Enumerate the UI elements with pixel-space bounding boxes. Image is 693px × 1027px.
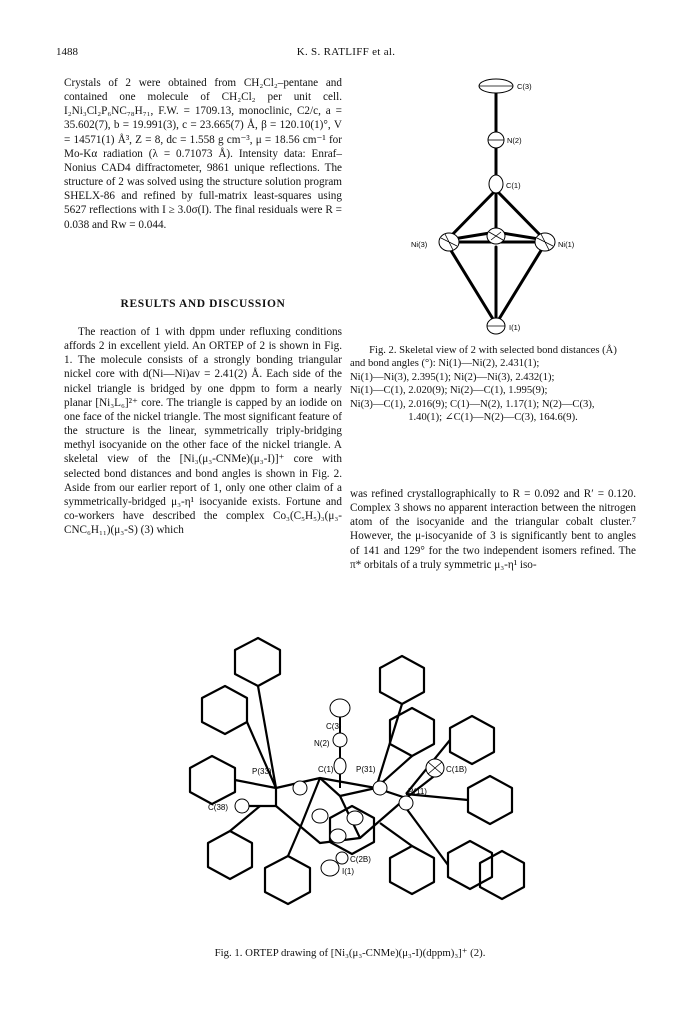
caption-line: 1.40(1); ∠C(1)—N(2)—C(3), 164.6(9).	[408, 412, 578, 424]
atom-p33	[293, 781, 307, 795]
atom-p31	[373, 781, 387, 795]
atom-i1	[321, 860, 339, 876]
atom-ni	[312, 809, 328, 823]
label-c1: C(1)	[318, 765, 334, 774]
figure-2-caption	[350, 344, 636, 424]
figure-1-drawing	[180, 628, 530, 934]
phenyl-ring	[390, 708, 434, 756]
figure-2-drawing	[405, 72, 605, 338]
label-c2b: C(2B)	[350, 855, 371, 864]
label-i1: I(1)	[342, 867, 354, 876]
label-c3: C(3)	[517, 82, 532, 91]
caption-line: Ni(3)—C(1), 2.016(9); C(1)—N(2), 1.17(1); N(2)—C(3),	[350, 398, 595, 410]
discussion-paragraph-left	[64, 325, 342, 537]
bond-ni1-i1	[496, 244, 545, 324]
experimental-paragraph	[64, 76, 342, 232]
atom-c1	[334, 758, 346, 774]
label-p11: P(11)	[408, 787, 427, 796]
phenyl-ring	[265, 856, 310, 904]
atom-c1	[489, 175, 503, 193]
phenyl-ring	[390, 846, 434, 894]
figure-1-ortep-drawing	[180, 628, 530, 934]
label-p33: P(33)	[252, 767, 272, 776]
experimental-text: Crystals of 2 were obtained from CH₂Cl₂–pentane and contained one molecule of CH₂Cl₂ per unit cell. I₂Ni₃Cl₂P₆NC₇₈H₇₁, F.W. = 1709.13, monoclinic, C2/c, a = 35.602(7), b = 19.991(3), c = 23.665(7) Å, β = 120.10(1)°, V = 14571(1) Å³, Z = 8, dc = 1.558 g cm⁻³, μ = 18.56 cm⁻¹ for Mo-Kα radiation (λ = 0.71073 Å). Intensity data: Enraf–Nonius CAD4 diffractometer, 9861 unique reflections. The structure of 2 was solved using the structure solution program SHELX-86 and refined by full-matrix least-squares using 5627 reflections with I ≥ 3.0σ(I). The final residuals were R = 0.038 and Rw = 0.044.	[64, 77, 342, 231]
atom-c2b	[336, 852, 348, 864]
phenyl-ring	[235, 638, 280, 686]
phenyl-ring	[208, 831, 252, 879]
discussion-text-right: was refined crystallographically to R = 0.092 and R′ = 0.120. Complex 3 shows no apparent interaction between the nitrogen atom of the isocyanide and the triangular cobalt cluster.⁷ However, the μ-isocyanide of 3 is significantly bent to angles of 141 and 129° for the two independent isomers refined. The π* orbitals of a truly symmetric μ₃-η¹ iso-	[350, 488, 636, 571]
phenyl-ring	[190, 756, 235, 804]
atom-n2	[333, 733, 347, 747]
discussion-text-left: The reaction of 1 with dppm under refluxing conditions affords 2 in excellent yield. An ORTEP of 2 is shown in Fig. 1. The molecule consists of a strongly bonding triangular nickel core with d(Ni—Ni)av = 2.41(2) Å. Each side of the nickel triangle is bridged by one dppm to form a nearly planar [Ni₃L₆]²⁺ core. The triangle is capped by an iodide on one face of the nickel triangle. The most significant feature of the structure is the linear, symmetrically triply-bridging methyl isocyanide on the other face of the nickel triangle. A skeletal view of the [Ni₃(μ₃-CNMe)(μ₃-I)]⁺ core with selected bond distances and bond angles is shown in Fig. 2. Aside from our earlier report of 1, only one other claim of a symmetrically-bridged μ₃-η¹ isocyanide exists. Fortune and co-workers have described the complex Co₃(C₅H₅)₃(μ₃-CNC₆H₁₁)(μ₃-S) (3) which	[64, 326, 342, 537]
phenyl-ring	[202, 686, 247, 734]
label-c1b: C(1B)	[446, 765, 467, 774]
discussion-paragraph-right	[350, 487, 636, 572]
caption-line: and bond angles (°): Ni(1)—Ni(2), 2.431(1);	[350, 358, 540, 370]
figure-1-caption: Fig. 1. ORTEP drawing of [Ni₃(μ₃-CNMe)(μ₃-I)(dppm)₃]⁺ (2).	[214, 947, 486, 959]
phenyl-ring	[450, 716, 494, 764]
section-heading: RESULTS AND DISCUSSION	[120, 298, 286, 310]
atom-c38	[235, 799, 249, 813]
bond-ni3-i1	[447, 244, 496, 324]
caption-line: Ni(1)—Ni(3), 2.395(1); Ni(2)—Ni(3), 2.432(1);	[350, 371, 555, 383]
page-number: 1488	[56, 46, 78, 58]
atom-p11	[399, 796, 413, 810]
caption-line: Ni(1)—C(1), 2.020(9); Ni(2)—C(1), 1.995(9);	[350, 385, 548, 397]
phenyl-ring	[480, 851, 524, 899]
atom-ni	[347, 811, 363, 825]
running-title: K. S. RATLIFF et al.	[296, 46, 396, 58]
caption-line: Fig. 2. Skeletal view of 2 with selected bond distances (Å)	[369, 345, 617, 356]
label-i1: I(1)	[509, 323, 521, 332]
phenyl-ring	[468, 776, 512, 824]
label-c3: C(3)	[326, 722, 342, 731]
label-n2: N(2)	[507, 136, 522, 145]
label-c38: C(38)	[208, 803, 229, 812]
atom-ni	[330, 829, 346, 843]
label-n2: N(2)	[314, 739, 330, 748]
figure-2-skeletal-view	[405, 72, 605, 338]
phenyl-ring	[448, 841, 492, 889]
phenyl-ring	[380, 656, 424, 704]
label-c1: C(1)	[506, 181, 521, 190]
atom-c3	[330, 699, 350, 717]
label-ni3: Ni(3)	[411, 240, 428, 249]
label-p31: P(31)	[356, 765, 376, 774]
running-header	[56, 46, 636, 64]
label-ni1: Ni(1)	[558, 240, 575, 249]
